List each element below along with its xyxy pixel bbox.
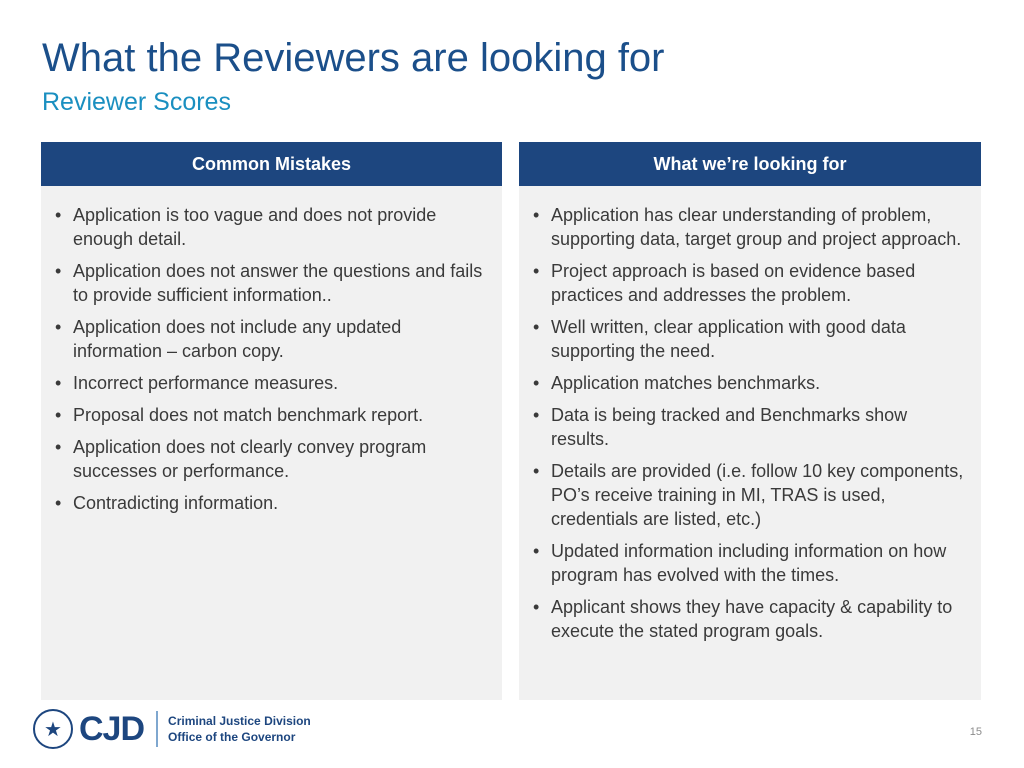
bullet-item bbox=[55, 435, 488, 483]
bullet-icon: • bbox=[55, 373, 62, 393]
bullet-item bbox=[55, 203, 488, 251]
bullet-text: Details are provided (i.e. follow 10 key components, PO’s receive training in MI, TRAS is used, credentials are listed, etc.) bbox=[551, 461, 964, 529]
bullet-text: Well written, clear application with good data supporting the need. bbox=[551, 317, 906, 361]
bullet-item bbox=[55, 403, 488, 427]
bullet-item bbox=[55, 315, 488, 363]
looking-for-list bbox=[519, 186, 981, 643]
common-mistakes-panel bbox=[41, 142, 502, 700]
bullet-icon: • bbox=[533, 461, 540, 481]
bullet-item bbox=[533, 595, 967, 643]
logo-text bbox=[168, 713, 311, 745]
bullet-item bbox=[55, 371, 488, 395]
bullet-text: Applicant shows they have capacity & capability to execute the stated program goals. bbox=[551, 597, 953, 641]
logo-line-division: Criminal Justice Division bbox=[168, 714, 311, 728]
bullet-item bbox=[533, 539, 967, 587]
cjd-wordmark: CJD bbox=[79, 710, 145, 748]
cjd-logo bbox=[33, 708, 311, 750]
bullet-icon: • bbox=[55, 437, 62, 457]
bullet-item bbox=[55, 259, 488, 307]
bullet-text: Contradicting information. bbox=[73, 493, 279, 513]
bullet-item bbox=[55, 491, 488, 515]
bullet-icon: • bbox=[533, 261, 540, 281]
bullet-icon: • bbox=[55, 405, 62, 425]
bullet-icon: • bbox=[533, 597, 540, 617]
bullet-item bbox=[533, 403, 967, 451]
bullet-text: Updated information including information on how program has evolved with the times. bbox=[551, 541, 947, 585]
page-number: 15 bbox=[969, 726, 982, 738]
bullet-icon: • bbox=[533, 405, 540, 425]
bullet-text: Application is too vague and does not provide enough detail. bbox=[73, 205, 437, 249]
bullet-icon: • bbox=[55, 317, 62, 337]
bullet-text: Application does not include any updated information – carbon copy. bbox=[73, 317, 402, 361]
bullet-text: Data is being tracked and Benchmarks show results. bbox=[551, 405, 908, 449]
slide-title: What the Reviewers are looking for bbox=[42, 36, 665, 80]
bullet-text: Application matches benchmarks. bbox=[551, 373, 821, 393]
bullet-text: Application does not answer the questions and fails to provide sufficient information.. bbox=[73, 261, 483, 305]
bullet-text: Incorrect performance measures. bbox=[73, 373, 339, 393]
bullet-icon: • bbox=[533, 541, 540, 561]
bullet-item bbox=[533, 459, 967, 531]
slide-subtitle: Reviewer Scores bbox=[42, 88, 231, 116]
logo-divider bbox=[156, 711, 158, 747]
logo-line-office: Office of the Governor bbox=[168, 730, 296, 744]
looking-for-panel bbox=[519, 142, 981, 700]
bullet-icon: • bbox=[533, 317, 540, 337]
bullet-icon: • bbox=[55, 261, 62, 281]
bullet-text: Application has clear understanding of problem, supporting data, target group and project approach. bbox=[551, 205, 962, 249]
bullet-text: Application does not clearly convey program successes or performance. bbox=[73, 437, 427, 481]
bullet-text: Project approach is based on evidence based practices and addresses the problem. bbox=[551, 261, 916, 305]
bullet-icon: • bbox=[533, 205, 540, 225]
texas-seal-icon: ★ bbox=[33, 709, 73, 749]
common-mistakes-list bbox=[41, 186, 502, 515]
bullet-item bbox=[533, 259, 967, 307]
bullet-item bbox=[533, 203, 967, 251]
bullet-icon: • bbox=[55, 205, 62, 225]
bullet-item bbox=[533, 315, 967, 363]
looking-for-header: What we’re looking for bbox=[519, 142, 981, 186]
common-mistakes-header: Common Mistakes bbox=[41, 142, 502, 186]
bullet-text: Proposal does not match benchmark report. bbox=[73, 405, 424, 425]
bullet-item bbox=[533, 371, 967, 395]
bullet-icon: • bbox=[55, 493, 62, 513]
bullet-icon: • bbox=[533, 373, 540, 393]
